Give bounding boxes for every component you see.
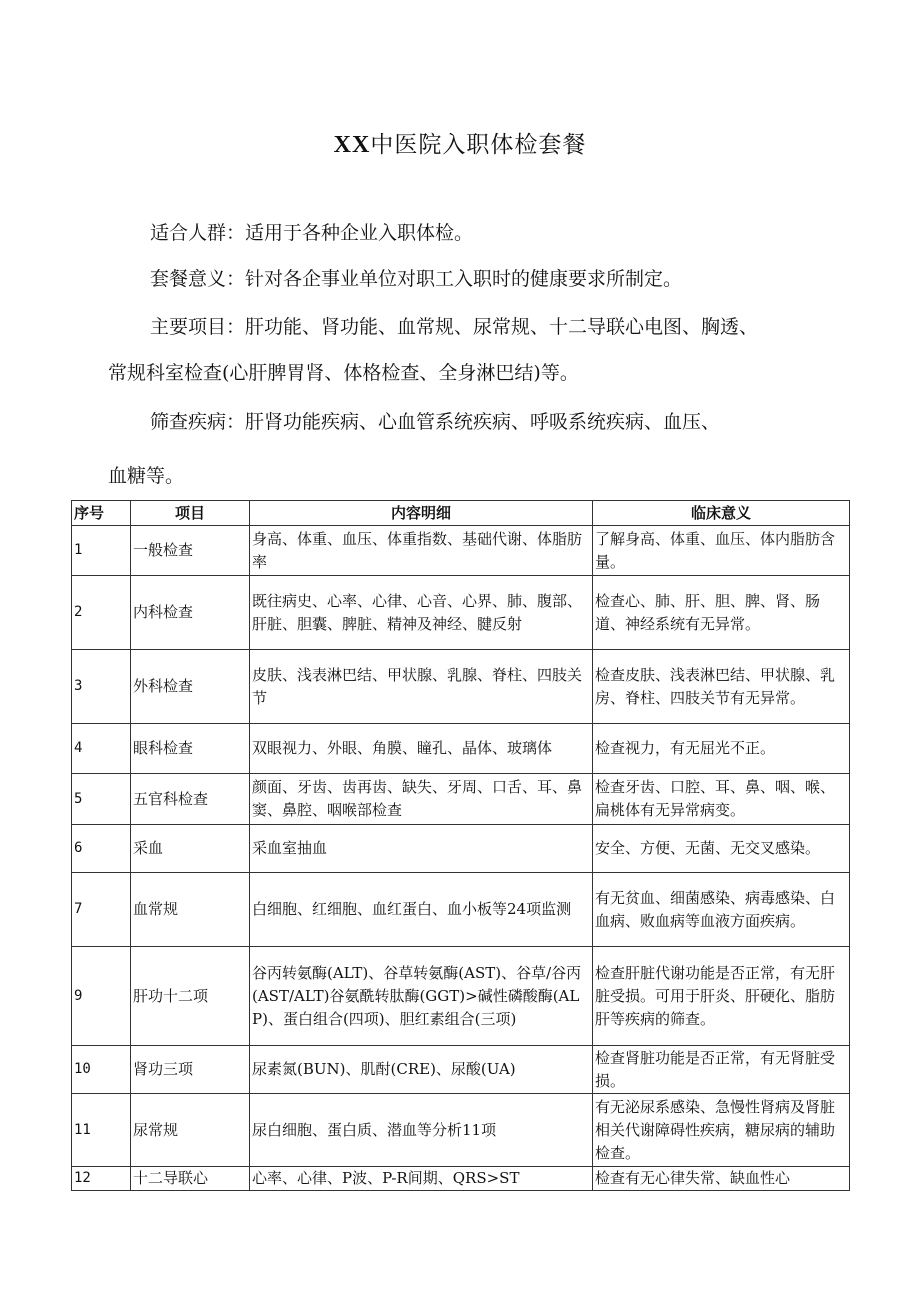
cell-item: 血常规 bbox=[131, 873, 250, 947]
cell-no: 6 bbox=[72, 825, 131, 873]
cell-meaning: 检查牙齿、口腔、耳、鼻、咽、喉、扁桃体有无异常病变。 bbox=[593, 774, 850, 825]
cell-meaning: 检查视力，有无屈光不正。 bbox=[593, 724, 850, 774]
paragraph-label: 适合人群： bbox=[150, 222, 246, 244]
cell-detail: 谷丙转氨酶(ALT)、谷草转氨酶(AST)、谷草/谷丙(AST/ALT)谷氨酰转肽酶(GGT)>碱性磷酸酶(ALP)、蛋白组合(四项)、胆红素组合(三项) bbox=[250, 947, 593, 1046]
cell-item: 肝功十二项 bbox=[131, 947, 250, 1046]
cell-detail: 既往病史、心率、心律、心音、心界、肺、腹部、肝脏、胆囊、脾脏、精神及神经、腱反射 bbox=[250, 576, 593, 650]
cell-no: 1 bbox=[72, 526, 131, 576]
paragraph-target-group bbox=[150, 220, 910, 246]
cell-detail: 身高、体重、血压、体重指数、基础代谢、体脂肪率 bbox=[250, 526, 593, 576]
title-main: 中医院入职体检套餐 bbox=[370, 132, 587, 158]
paragraph-text: 适用于各种企业入职体检。 bbox=[245, 222, 474, 244]
cell-meaning: 检查肾脏功能是否正常，有无肾脏受损。 bbox=[593, 1046, 850, 1094]
paragraph-package-meaning bbox=[150, 266, 910, 292]
cell-detail: 双眼视力、外眼、角膜、瞳孔、晶体、玻璃体 bbox=[250, 724, 593, 774]
title-prefix: XX bbox=[333, 132, 371, 158]
paragraph-label: 主要项目： bbox=[150, 316, 246, 338]
paragraph-text: 针对各企事业单位对职工入职时的健康要求所制定。 bbox=[245, 268, 683, 290]
table-row bbox=[72, 873, 850, 947]
cell-item: 一般检查 bbox=[131, 526, 250, 576]
paragraph-main-items bbox=[150, 314, 910, 340]
table-row bbox=[72, 774, 850, 825]
cell-item: 外科检查 bbox=[131, 650, 250, 724]
cell-detail: 皮肤、浅表淋巴结、甲状腺、乳腺、脊柱、四肢关节 bbox=[250, 650, 593, 724]
cell-meaning: 了解身高、体重、血压、体内脂肪含量。 bbox=[593, 526, 850, 576]
paragraph-label: 筛查疾病： bbox=[150, 411, 246, 433]
header-detail: 内容明细 bbox=[250, 501, 593, 526]
cell-no: 9 bbox=[72, 947, 131, 1046]
cell-no: 3 bbox=[72, 650, 131, 724]
paragraph-text: 肝功能、肾功能、血常规、尿常规、十二导联心电图、胸透、 bbox=[245, 316, 759, 338]
cell-meaning: 有无贫血、细菌感染、病毒感染、白血病、败血病等血液方面疾病。 bbox=[593, 873, 850, 947]
cell-meaning: 检查心、肺、肝、胆、脾、肾、肠道、神经系统有无异常。 bbox=[593, 576, 850, 650]
cell-detail: 采血室抽血 bbox=[250, 825, 593, 873]
cell-no: 11 bbox=[72, 1094, 131, 1167]
table-row bbox=[72, 576, 850, 650]
table-row bbox=[72, 650, 850, 724]
cell-detail: 尿素氮(BUN)、肌酎(CRE)、尿酸(UA) bbox=[250, 1046, 593, 1094]
cell-item: 十二导联心 bbox=[131, 1167, 250, 1191]
cell-no: 10 bbox=[72, 1046, 131, 1094]
table-row bbox=[72, 1046, 850, 1094]
header-meaning: 临床意义 bbox=[593, 501, 850, 526]
table-row bbox=[72, 1167, 850, 1191]
paragraph-text: 肝肾功能疾病、心血管系统疾病、呼吸系统疾病、血压、 bbox=[245, 411, 721, 433]
cell-no: 4 bbox=[72, 724, 131, 774]
cell-meaning: 安全、方便、无菌、无交叉感染。 bbox=[593, 825, 850, 873]
cell-detail: 尿白细胞、蛋白质、潜血等分析11项 bbox=[250, 1094, 593, 1167]
table-row bbox=[72, 947, 850, 1046]
exam-table bbox=[71, 500, 850, 1191]
cell-detail: 颜面、牙齿、齿再齿、缺失、牙周、口舌、耳、鼻窦、鼻腔、咽喉部检查 bbox=[250, 774, 593, 825]
cell-no: 12 bbox=[72, 1167, 131, 1191]
paragraph-label: 套餐意义： bbox=[150, 268, 246, 290]
cell-item: 采血 bbox=[131, 825, 250, 873]
page-title bbox=[0, 126, 920, 159]
cell-detail: 心率、心律、P波、P-R间期、QRS>ST bbox=[250, 1167, 593, 1191]
table-row bbox=[72, 526, 850, 576]
cell-item: 五官科检查 bbox=[131, 774, 250, 825]
cell-meaning: 检查皮肤、浅表淋巴结、甲状腺、乳房、脊柱、四肢关节有无异常。 bbox=[593, 650, 850, 724]
paragraph-screened-diseases bbox=[150, 409, 910, 435]
header-item: 项目 bbox=[131, 501, 250, 526]
cell-no: 2 bbox=[72, 576, 131, 650]
cell-item: 肾功三项 bbox=[131, 1046, 250, 1094]
table-row bbox=[72, 825, 850, 873]
cell-no: 7 bbox=[72, 873, 131, 947]
paragraph-screened-diseases-cont: 血糖等。 bbox=[108, 465, 185, 487]
cell-item: 尿常规 bbox=[131, 1094, 250, 1167]
cell-meaning: 检查肝脏代谢功能是否正常，有无肝脏受损。可用于肝炎、肝硬化、脂肪肝等疾病的筛查。 bbox=[593, 947, 850, 1046]
cell-no: 5 bbox=[72, 774, 131, 825]
cell-meaning: 有无泌尿系感染、急慢性肾病及肾脏相关代谢障碍性疾病，糖尿病的辅助检查。 bbox=[593, 1094, 850, 1167]
cell-detail: 白细胞、红细胞、血红蛋白、血小板等24项监测 bbox=[250, 873, 593, 947]
paragraph-main-items-cont: 常规科室检查(心肝脾胃肾、体格检查、全身淋巴结)等。 bbox=[108, 362, 579, 384]
header-no: 序号 bbox=[72, 501, 131, 526]
table-row bbox=[72, 724, 850, 774]
cell-item: 内科检查 bbox=[131, 576, 250, 650]
cell-item: 眼科检查 bbox=[131, 724, 250, 774]
cell-meaning: 检查有无心律失常、缺血性心 bbox=[593, 1167, 850, 1191]
table-row bbox=[72, 1094, 850, 1167]
table-header-row bbox=[72, 501, 850, 526]
